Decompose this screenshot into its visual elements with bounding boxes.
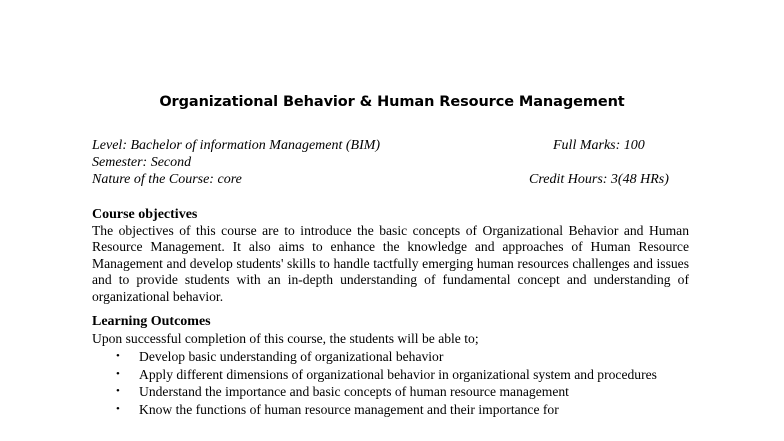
bullet-icon: • — [116, 350, 120, 362]
bullet-icon: • — [116, 367, 120, 380]
objectives-heading: Course objectives — [92, 207, 198, 222]
meta-row-level — [92, 137, 688, 155]
nature-text: Nature of the Course: core — [92, 172, 242, 187]
document-title: Organizational Behavior & Human Resource Management — [159, 94, 625, 110]
bullet-icon: • — [116, 402, 120, 415]
list-item-text: Know the functions of human resource management and their importance for — [139, 401, 559, 417]
objectives-paragraph: The objectives of this course are to introduce the basic concepts of Organizational Behavior and Human Resource Management. It also aims to enhance the knowledge and approaches of Human Resource Management and develop students' skills to handle tactfully emerging human resources challenges and issues and to provide students with an in-depth understanding of fundamental concept and understanding of organizational behavior. — [92, 223, 689, 304]
list-item — [92, 401, 659, 419]
full-marks-text: Full Marks: 100 — [553, 138, 645, 153]
credit-hours-text: Credit Hours: 3(48 HRs) — [529, 172, 669, 187]
meta-row-semester — [92, 154, 688, 172]
list-item — [92, 383, 659, 401]
list-item-text: Apply different dimensions of organizational behavior in organizational system and procedures — [139, 366, 657, 382]
list-item — [92, 348, 659, 366]
list-item-text: Understand the importance and basic concepts of human resource management — [139, 384, 569, 400]
bullet-icon: • — [116, 385, 120, 398]
outcomes-heading: Learning Outcomes — [92, 314, 211, 329]
meta-row-nature — [92, 171, 688, 189]
semester-text: Semester: Second — [92, 155, 192, 170]
list-item — [92, 366, 659, 384]
outcomes-list — [92, 348, 689, 418]
level-text: Level: Bachelor of information Management (BIM) — [92, 138, 381, 153]
outcomes-intro: Upon successful completion of this course, the students will be able to; — [92, 331, 479, 346]
list-item-text: Develop basic understanding of organizational behavior — [139, 349, 444, 364]
